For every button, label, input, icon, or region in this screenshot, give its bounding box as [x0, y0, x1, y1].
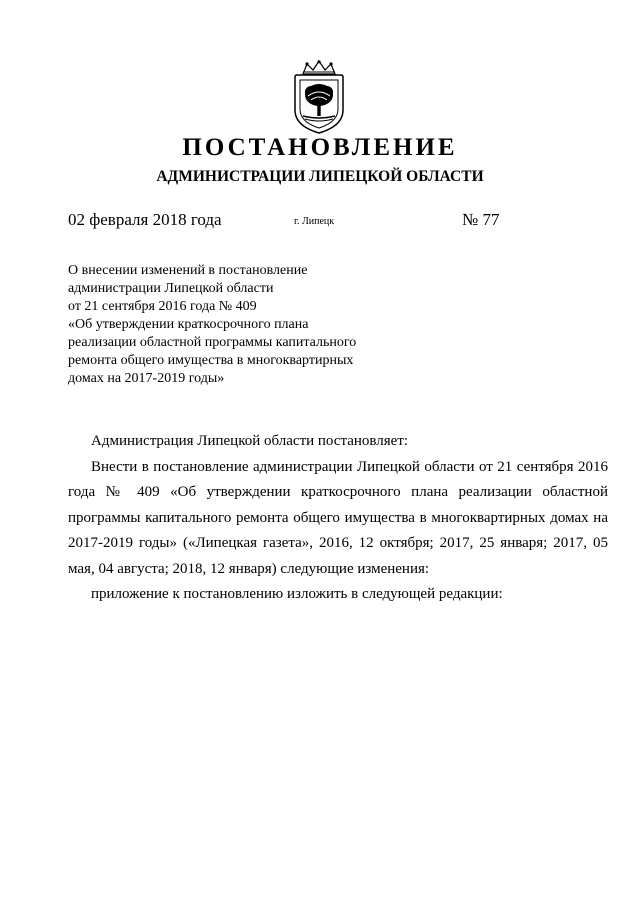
- body-paragraph-preamble: Администрация Липецкой области постановляет:: [91, 433, 409, 449]
- heading-line: домах на 2017-2019 годы»: [68, 371, 225, 386]
- body-paragraph-amendment: Внести в постановление администрации Липецкой области от 21 сентября 2016 года № 409 «Об утверждении краткосрочного плана реализации областной программы капитального ремонта общего имущества в многоквартирных домах на 2017-2019 годы» («Липецкая газета», 2016, 12 октября; 2017, 25 января; 2017, 05 мая, 04 августа; 2018, 12 января) следующие изменения:: [68, 458, 608, 577]
- document-number: № 77: [462, 210, 500, 229]
- document-date: 02 февраля 2018 года: [68, 210, 222, 229]
- document-body: [68, 429, 608, 608]
- document-city: г. Липецк: [294, 216, 335, 227]
- body-paragraph-annex: приложение к постановлению изложить в следующей редакции:: [91, 586, 503, 602]
- coat-of-arms-icon: [289, 60, 349, 134]
- heading-line: ремонта общего имущества в многоквартирных: [68, 353, 354, 368]
- document-heading: [68, 262, 408, 388]
- document-title: ПОСТАНОВЛЕНИЕ: [182, 134, 458, 161]
- heading-line: администрации Липецкой области: [68, 281, 274, 296]
- heading-line: реализации областной программы капитального: [68, 335, 357, 350]
- issuing-authority: АДМИНИСТРАЦИИ ЛИПЕЦКОЙ ОБЛАСТИ: [156, 168, 484, 185]
- heading-line: «Об утверждении краткосрочного плана: [68, 317, 309, 332]
- heading-line: О внесении изменений в постановление: [68, 263, 308, 278]
- heading-line: от 21 сентября 2016 года № 409: [68, 299, 257, 314]
